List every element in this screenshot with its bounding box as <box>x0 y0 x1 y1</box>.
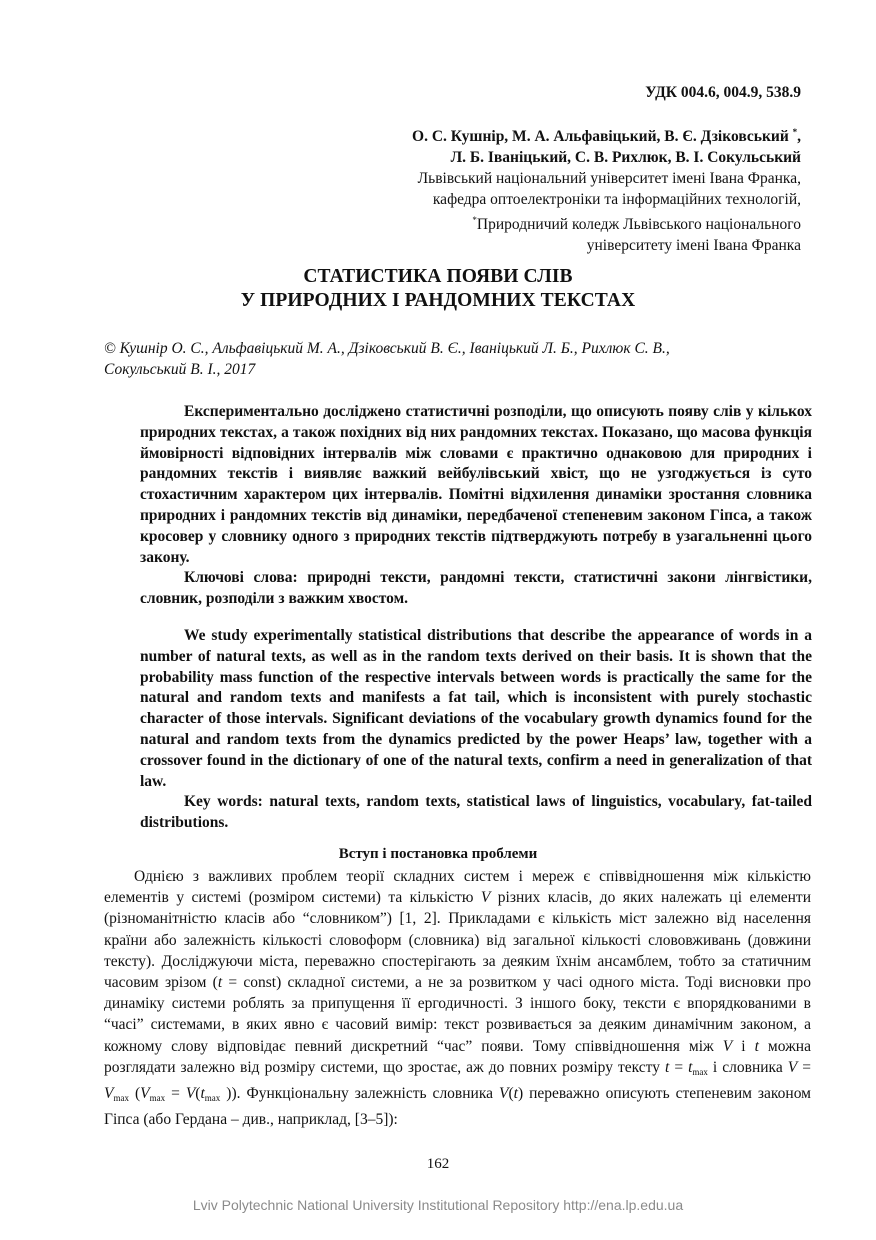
variable-V: V <box>185 1085 196 1103</box>
variable-V: V <box>499 1085 509 1103</box>
abstract-ua-text: Експериментально досліджено статистичні розподіли, що описують появу слів у кількох природних текстах, а також похідних від них рандомних текстах. Показано, що масова функція ймовірності відповідних інтервалів між словами є практично однаковою для природних і рандомних текстів і виявляє важкий вейбулівський хвіст, що не узгоджується із суто стохастичним характером цих інтервалів. Помітні відхилення динаміки зростання словника природних і рандомних текстів від динаміки, передбаченої степеневим законом Гіпса, а також кросовер у словнику одного з природних текстів підтверджують потребу в узагальненні цього закону. <box>140 403 812 566</box>
text-run: можна розглядати залежно від розміру системи, що зростає, аж до повних розміру тексту <box>104 1037 811 1076</box>
subscript-max: max <box>692 1066 708 1077</box>
paren: ) <box>220 1085 232 1103</box>
text-run: ( <box>128 1085 141 1103</box>
copyright-line-1: © Кушнір О. С., Альфавіцький М. А., Дзіковський В. Є., Іваніцький Л. Б., Рихлюк С. В., <box>104 340 670 357</box>
abstract-ukrainian <box>140 402 812 610</box>
subscript-max: max <box>113 1093 129 1104</box>
udk-classification: УДК 004.6, 004.9, 538.9 <box>645 84 801 101</box>
title-line-2: У ПРИРОДНИХ І РАНДОМНИХ ТЕКСТАХ <box>240 290 636 311</box>
keywords-ua: Ключові слова: природні тексти, рандомні тексти, статистичні закони лінгвістики, словник, розподіли з важким хвостом. <box>140 569 812 608</box>
equation-V-of-t <box>140 1085 231 1102</box>
affiliation-line-3 <box>412 210 801 235</box>
copyright-line-2: Сокульський В. І., 2017 <box>104 361 256 378</box>
page-number: 162 <box>426 1156 450 1172</box>
equals-sign: = <box>669 1058 689 1076</box>
variable-t: t <box>200 1085 205 1103</box>
paren: ( <box>195 1085 201 1103</box>
paren: ( <box>508 1085 514 1103</box>
title-line-1: СТАТИСТИКА ПОЯВИ СЛІВ <box>303 266 573 287</box>
text-run: = const) складної системи, а не за розвитком у часі одного міста. Тоді висновки про динаміку системи роблять за припущення її ергодичності. З іншого боку, тексти є впорядкованими в “часі” системами, в яких явно є часовий вимір: текст розвивається за деяким динамічним законом, а кожному слову відповідає певний дискретний “час” появи. Тому співвідношення між <box>104 974 811 1055</box>
authors-line-1 <box>412 122 801 147</box>
abstract-english <box>140 626 812 834</box>
text-run: Однією з важливих проблем теорії складних систем і мереж є співвідношення між кількістю елементів у системі (розміром системи) та кількістю <box>104 868 811 907</box>
subscript-max: max <box>149 1093 166 1104</box>
variable-t: t <box>688 1058 693 1076</box>
authors-names-1: О. С. Кушнір, М. А. Альфавіцький, В. Є. Дзіковський <box>412 128 789 145</box>
copyright-notice <box>104 338 724 380</box>
variable-V: V <box>104 1085 114 1103</box>
variable-t: t <box>754 1037 759 1055</box>
text-run: переважно описують степеневим законом Гіпса (або Гердана – див., наприклад, [3–5]): <box>104 1085 811 1129</box>
variable-V: V <box>140 1085 150 1103</box>
authors-line-2: Л. Б. Іваніцький, С. В. Рихлюк, В. І. Сокульський <box>450 149 801 166</box>
equation-t-max <box>665 1059 708 1076</box>
section-heading: Вступ і постановка проблеми <box>338 846 538 862</box>
variable-V: V <box>480 889 491 907</box>
author-block <box>412 122 801 256</box>
text-run: різних класів, до яких належать ці елементи (різноманітністю класів або “словником”) [1, 2]. Прикладами є кількість міст залежно від населення країни або залежність кількості словоформ (словника) від загальної кількості слововживань (довжини тексту). Досліджуючи міста, переважно спостерігають за деяким їхнім ансамблем, тобто за статичним часовим зрізом ( <box>104 889 811 992</box>
subscript-max: max <box>204 1093 221 1104</box>
equals-sign: = <box>797 1058 811 1076</box>
variable-t: t <box>664 1058 670 1076</box>
affiliation-mark: * <box>792 127 798 137</box>
affiliation-text-3: Природничий коледж Львівського національного <box>476 216 801 233</box>
affiliation-line-1: Львівський національний університет імені Івана Франка, <box>417 170 801 187</box>
text-run: і <box>732 1037 755 1055</box>
affiliation-line-2: кафедра оптоелектроніки та інформаційних технологій, <box>432 191 801 208</box>
affiliation-mark: * <box>472 215 477 225</box>
variable-t: t <box>513 1085 518 1103</box>
variable-V: V <box>787 1058 798 1076</box>
variable-V: V <box>722 1037 733 1055</box>
keywords-en: Key words: natural texts, random texts, statistical laws of linguistics, vocabulary, fat-tailed distributions. <box>140 793 812 832</box>
equals-sign: = <box>165 1085 186 1103</box>
abstract-en-text: We study experimentally statistical distributions that describe the appearance of words in a number of natural texts, as well as in the random texts derived on their basis. It is shown that the probability mass function of the respective intervals between words is practically the same for the natural and random texts and manifests a fat tail, which is inconsistent with purely stochastic character of those intervals. Significant deviations of the vocabulary growth dynamics found for the natural and random texts from the dynamics predicted by the power Heaps’ law, together with a crossover found in the dictionary of one of the natural texts, confirm a need in generalization of that law. <box>140 627 812 790</box>
variable-t: t <box>217 974 223 992</box>
text-run: ). Функціональну залежність словника <box>231 1085 499 1103</box>
paren: ) <box>517 1085 524 1103</box>
introduction-body <box>104 866 811 1130</box>
introduction-paragraph <box>104 866 811 1130</box>
authors-comma: , <box>797 128 801 145</box>
repository-footer: Lviv Polytechnic National University Institutional Repository http://ena.lp.edu.ua <box>192 1197 684 1213</box>
paper-title <box>0 265 876 313</box>
text-run: і словника <box>707 1058 788 1076</box>
affiliation-line-4: університету імені Івана Франка <box>586 237 801 254</box>
